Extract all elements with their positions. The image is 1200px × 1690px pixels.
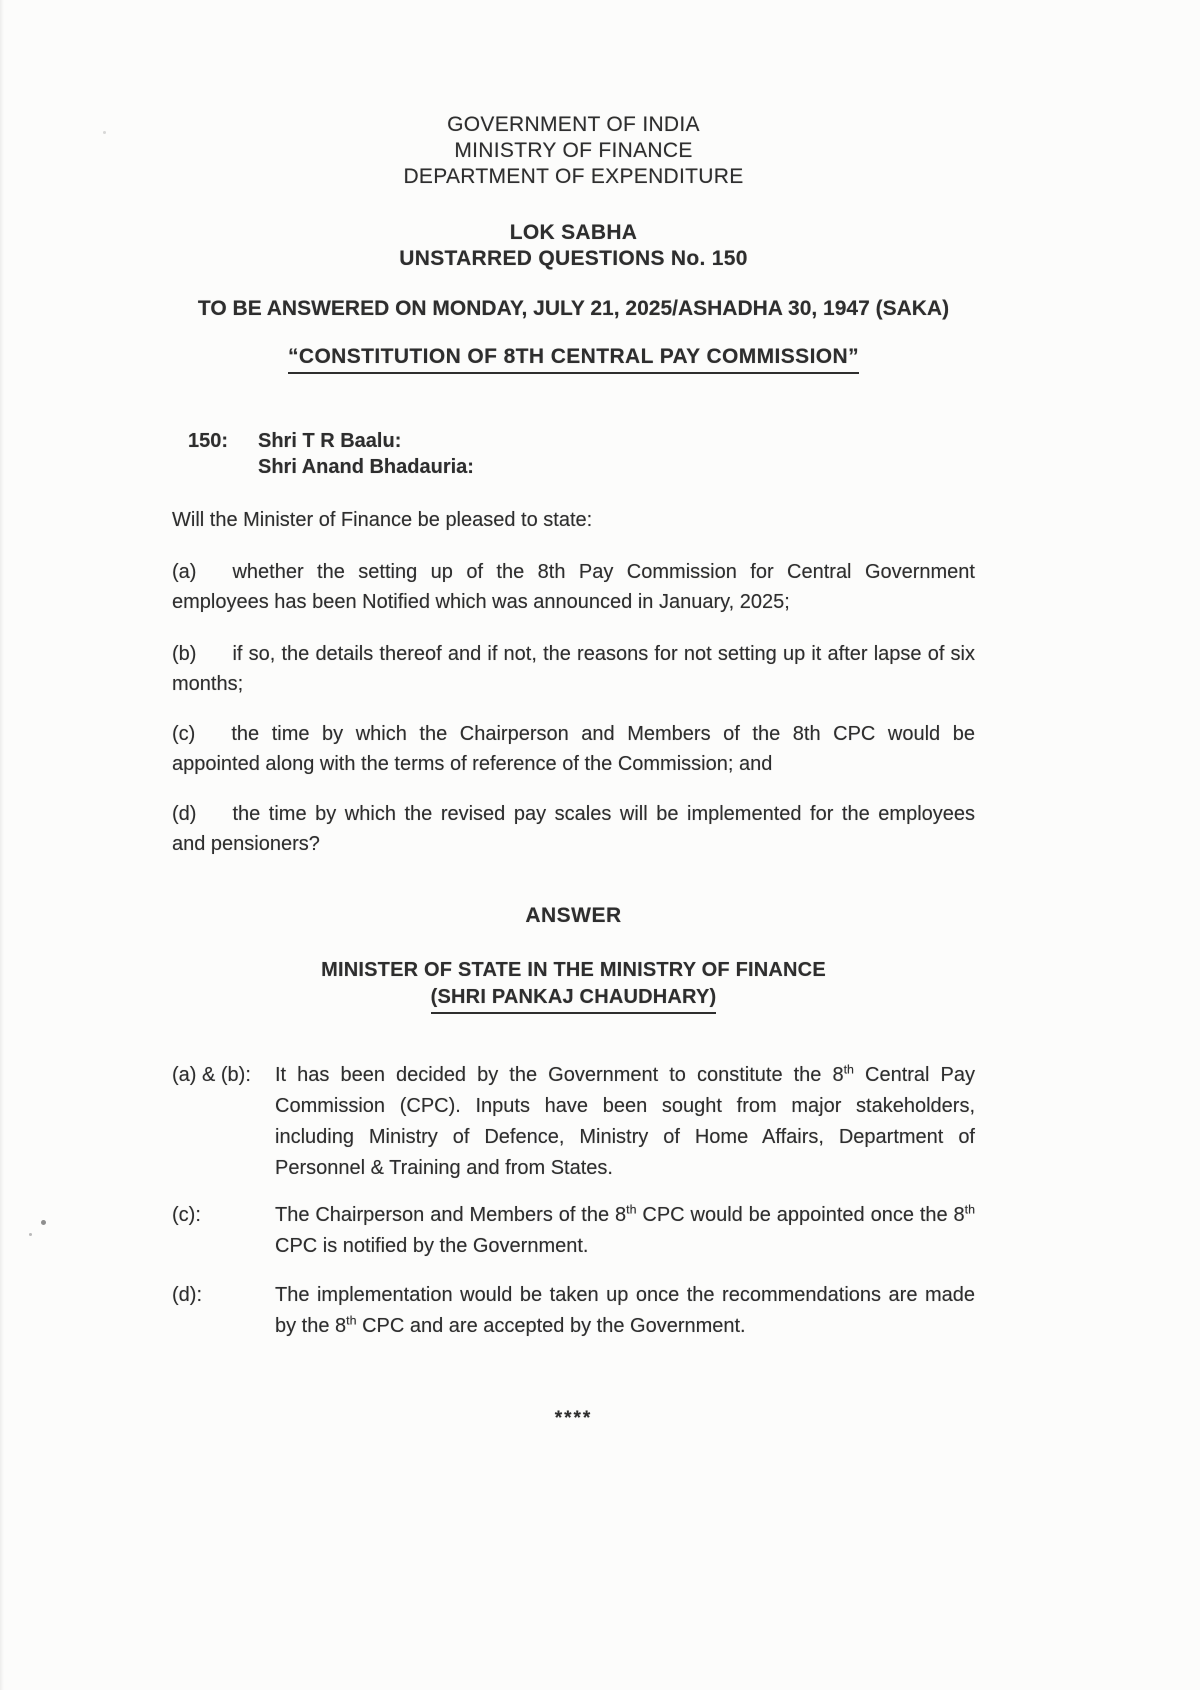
answer-text	[275, 1280, 975, 1342]
letterhead-department: DEPARTMENT OF EXPENDITURE	[403, 165, 744, 188]
scan-speck	[41, 1220, 46, 1225]
question-item-d	[172, 799, 975, 859]
question-text: the time by which the revised pay scales will be implemented for the employees and pensioners?	[172, 803, 975, 855]
minister-name: (SHRI PANKAJ CHAUDHARY)	[431, 984, 717, 1014]
question-label: (a)	[172, 561, 197, 583]
scan-edge-shade	[0, 0, 4, 1690]
answer-segment: CPC and are accepted by the Government.	[356, 1315, 746, 1337]
answer-segment: Central Pay Commission (CPC). Inputs have been sought from major stakeholders, including Ministry of Defence, Ministry of Home Affairs, Department of Personnel & Training and from States.	[275, 1064, 975, 1179]
question-text: the time by which the Chairperson and Members of the 8th CPC would be appointed along with the terms of reference of the Commission; and	[172, 723, 975, 775]
answer-segment: CPC is notified by the Government.	[275, 1235, 589, 1257]
questioners-block	[172, 428, 975, 480]
question-item-c	[172, 719, 975, 779]
answer-segment: The Chairperson and Members of the 8	[275, 1204, 627, 1226]
answer-label: (c):	[172, 1204, 201, 1226]
ordinal-superscript: th	[843, 1062, 854, 1077]
answered-on-line: TO BE ANSWERED ON MONDAY, JULY 21, 2025/ASHADHA 30, 1947 (SAKA)	[197, 297, 950, 320]
answers-section	[172, 1060, 975, 1342]
answer-heading: ANSWER	[525, 904, 622, 927]
question-preamble: Will the Minister of Finance be pleased to state:	[172, 509, 593, 531]
letterhead-government: GOVERNMENT OF INDIA	[447, 113, 700, 136]
answer-row-d	[172, 1280, 975, 1342]
answer-segment: CPC would be appointed once the 8	[636, 1204, 965, 1226]
question-number: 150:	[188, 430, 229, 452]
subject-title: “CONSTITUTION OF 8TH CENTRAL PAY COMMISSION”	[288, 344, 859, 374]
answer-label: (d):	[172, 1284, 202, 1306]
question-item-b	[172, 639, 975, 699]
answer-row-c	[172, 1200, 975, 1262]
question-label: (c)	[172, 723, 196, 745]
minister-title: MINISTER OF STATE IN THE MINISTRY OF FINANCE	[321, 959, 826, 981]
scan-speck	[29, 1233, 32, 1236]
letterhead	[172, 112, 975, 190]
question-text: whether the setting up of the 8th Pay Commission for Central Government employees has been Notified which was announced in January, 2025;	[172, 561, 975, 613]
question-item-a	[172, 557, 975, 617]
question-type-line: UNSTARRED QUESTIONS No. 150	[399, 247, 748, 270]
house-name: LOK SABHA	[509, 221, 638, 244]
scan-speck	[103, 131, 106, 134]
questioner-row	[172, 454, 975, 480]
question-label: (d)	[172, 803, 197, 825]
question-label: (b)	[172, 643, 197, 665]
minister-block	[172, 957, 975, 1014]
letterhead-ministry: MINISTRY OF FINANCE	[454, 139, 693, 162]
answer-text	[275, 1060, 975, 1184]
ordinal-superscript: th	[346, 1313, 357, 1328]
answer-segment: It has been decided by the Government to constitute the 8	[275, 1064, 844, 1086]
answer-text	[275, 1200, 975, 1262]
answer-segment: The implementation would be taken up once the recommendations are made by the 8	[275, 1284, 975, 1337]
house-block	[172, 220, 975, 272]
answer-label: (a) & (b):	[172, 1064, 251, 1086]
end-of-document-mark: ****	[554, 1408, 593, 1429]
ordinal-superscript: th	[964, 1202, 976, 1217]
questioner-row	[172, 428, 975, 454]
answer-row-ab	[172, 1060, 975, 1184]
minister-name-line	[172, 984, 975, 1014]
questioner-name: Shri T R Baalu:	[258, 430, 402, 452]
question-number-spacer	[172, 454, 258, 480]
question-text: if so, the details thereof and if not, the reasons for not setting up it after lapse of six months;	[172, 643, 975, 695]
ordinal-superscript: th	[626, 1202, 637, 1217]
questioner-name: Shri Anand Bhadauria:	[258, 456, 474, 478]
subject-line	[172, 344, 975, 374]
